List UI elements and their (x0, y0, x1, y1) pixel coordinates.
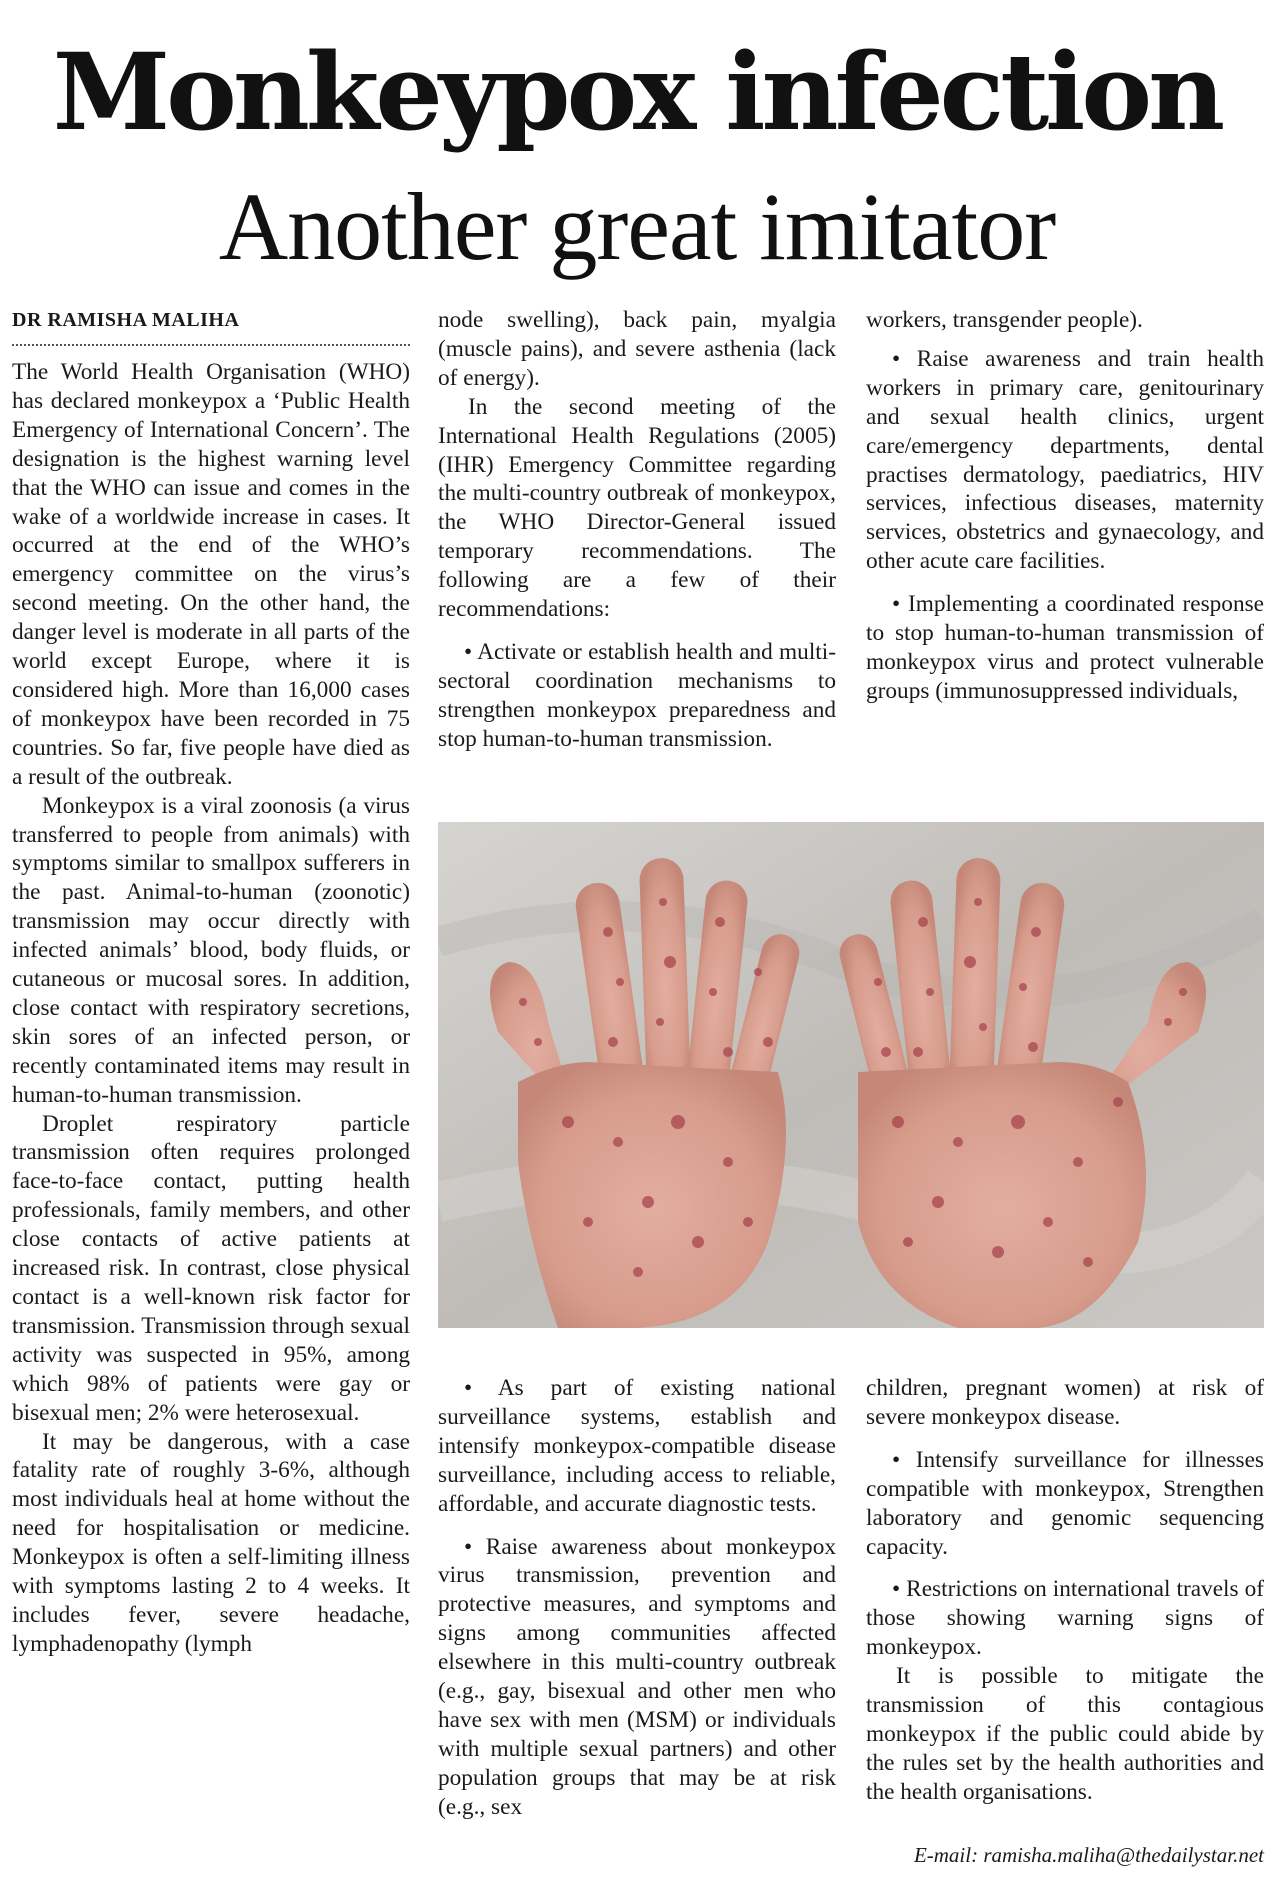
paragraph: It may be dangerous, with a case fatality rate of roughly 3-6%, although most individuals heal at home without the need for hospitalisation or medicine. Monkeypox is often a self-limiting illness with symptoms lasting 2 to 4 weeks. It includes fever, severe headache, lymphadenopathy (lymph (12, 1428, 410, 1657)
paragraph: The World Health Organisation (WHO) has declared monkeypox a ‘Public Health Emergency of International Concern’. The designation is the highest warning level that the WHO can issue and comes in the wake of a worldwide increase in cases. It occurred at the end of the WHO’s emergency committee on the virus’s second meeting. On the other hand, the danger level is moderate in all parts of the world except Europe, where it is considered high. More than 16,000 cases of monkeypox have been recorded in 75 countries. So far, five people have died as a result of the outbreak. (12, 359, 410, 790)
paragraph: workers, transgender people). (866, 307, 1143, 333)
column-3-top (866, 306, 1264, 706)
paragraph: It is possible to mitigate the transmission of this contagious monkeypox if the public could abide by the rules set by the health authorities and the health organisations. (866, 1663, 1264, 1805)
byline: DR RAMISHA MALIHA (12, 308, 410, 346)
bullet-item: • Activate or establish health and multi-sectoral coordination mechanisms to strengthen monkeypox preparedness and stop human-to-human transmission. (438, 638, 836, 752)
bullet-item: • Intensify surveillance for illnesses compatible with monkeypox, Strengthen laboratory and genomic sequencing capacity. (866, 1446, 1264, 1560)
bullet-item: • Raise awareness and train health workers in primary care, genitourinary and sexual health clinics, urgent care/emergency departments, dental practises dermatology, paediatrics, HIV services, infectious diseases, maternity services, obstetrics and gynaecology, and other acute care facilities. (866, 345, 1264, 575)
hands-illustration (438, 822, 1264, 1328)
author-email[interactable]: E-mail: ramisha.maliha@thedailystar.net (913, 1842, 1264, 1867)
column-2-bottom (438, 1374, 836, 1822)
headline: Monkeypox infection (52, 29, 1222, 154)
subheadline: Another great imitator (218, 173, 1056, 280)
bullet-item: • As part of existing national surveillance systems, establish and intensify monkeypox-compatible disease surveillance, including access to reliable, affordable, and accurate diagnostic tests. (438, 1375, 836, 1517)
column-1 (12, 358, 410, 1659)
paragraph: In the second meeting of the International Health Regulations (2005) (IHR) Emergency Committee regarding the multi-country outbreak of monkeypox, the WHO Director-General issued temporary recommendations. The following are a few of their recommendations: (438, 393, 836, 623)
column-2-top (438, 306, 836, 754)
column-3-bottom (866, 1374, 1264, 1870)
paragraph: Droplet respiratory particle transmission often requires prolonged face-to-face contact, putting health professionals, family members, and other close contacts of active patients at increased risk. In contrast, close physical contact is a well-known risk factor for transmission. Transmission through sexual activity was suspected in 95%, among which 98% of patients were gay or bisexual men; 2% were heterosexual. (12, 1110, 410, 1426)
paragraph: children, pregnant women) at risk of severe monkeypox disease. (866, 1375, 1264, 1430)
paragraph: Monkeypox is a viral zoonosis (a virus transferred to people from animals) with symptoms similar to smallpox sufferers in the past. Animal-to-human (zoonotic) transmission may occur directly with infected animals’ blood, body fluids, or cutaneous or mucosal sores. In addition, close contact with respiratory secretions, skin sores of an infected person, or recently contaminated items may result in human-to-human transmission. (12, 792, 410, 1108)
bullet-item: • Raise awareness about monkeypox virus transmission, prevention and protective measures, and symptoms and signs among communities affected elsewhere in this multi-country outbreak (e.g., gay, bisexual and other men who have sex with men (MSM) or individuals with multiple sexual partners) and other population groups that may be at risk (e.g., sex (438, 1533, 836, 1820)
bullet-item: • Implementing a coordinated response to stop human-to-human transmission of monkeypox virus and protect vulnerable groups (immunosuppressed individuals, (866, 591, 1264, 704)
paragraph: node swelling), back pain, myalgia (muscle pains), and severe asthenia (lack of energy). (438, 307, 836, 391)
bullet-item: • Restrictions on international travels of those showing warning signs of monkeypox. (866, 1576, 1264, 1661)
hands-rash-photo (438, 822, 1264, 1328)
